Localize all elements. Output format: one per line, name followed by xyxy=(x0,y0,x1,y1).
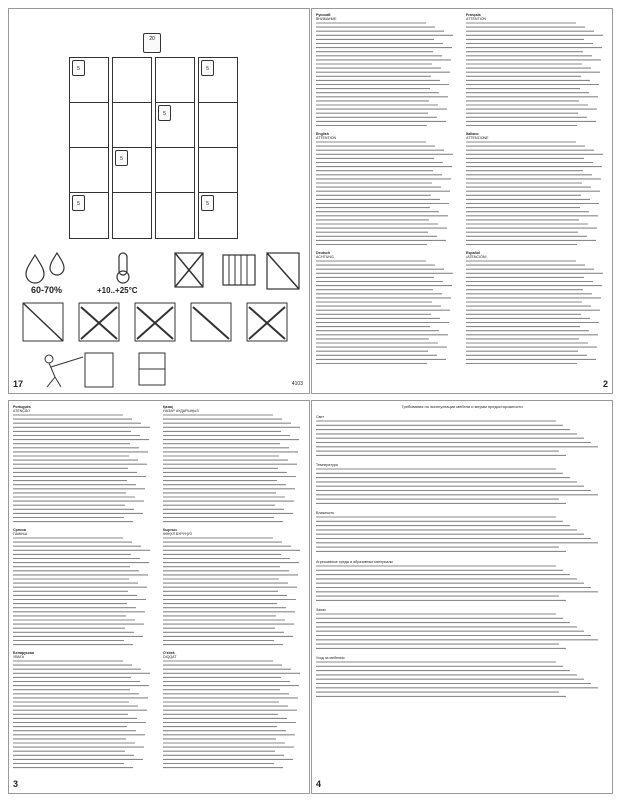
language-section xyxy=(163,651,303,771)
cell-weight-icon: 5 xyxy=(201,60,214,76)
care-section-title: Запах xyxy=(316,607,326,612)
language-section xyxy=(316,132,456,248)
shelf-cell xyxy=(112,192,152,239)
small-print-lines xyxy=(13,659,151,770)
care-section xyxy=(316,608,606,653)
temperature-icon xyxy=(93,249,159,295)
shelf-cell xyxy=(69,147,109,194)
humidity-icon xyxy=(17,249,81,295)
language-section xyxy=(163,405,303,525)
small-print-lines xyxy=(316,259,454,366)
humidity-label: 60-70% xyxy=(31,285,63,295)
language-name: Português xyxy=(13,405,31,409)
care-section xyxy=(316,511,606,556)
small-print-lines xyxy=(163,659,301,770)
instructions-column-right xyxy=(163,405,303,774)
instructions-column-right xyxy=(466,13,606,370)
small-print-lines xyxy=(466,259,604,366)
language-name: Pусский xyxy=(316,13,331,17)
small-print-lines xyxy=(316,419,604,459)
no-chemicals-icon xyxy=(23,303,63,341)
care-section xyxy=(316,415,606,460)
small-print-lines xyxy=(316,660,604,700)
shelf-cell xyxy=(198,147,238,194)
warning-title: ¡ATENCIÓN! xyxy=(466,254,487,259)
small-print-lines xyxy=(466,140,604,247)
warning-title: ПАЖЊА xyxy=(13,532,28,537)
language-section xyxy=(13,651,153,771)
page-4 xyxy=(311,400,613,794)
shelf-cell xyxy=(69,192,109,239)
language-section xyxy=(163,528,303,648)
shelf-unit-illustration xyxy=(69,36,241,239)
page-2 xyxy=(311,8,613,394)
page-3 xyxy=(8,400,310,794)
language-name: Српски xyxy=(13,527,26,532)
warning-title: УВАГА xyxy=(13,655,25,660)
care-section xyxy=(316,656,606,701)
warning-title: ATTENTION xyxy=(466,17,487,22)
warning-title: ATTENZIONE xyxy=(466,135,489,140)
page-17 xyxy=(8,8,310,394)
no-sunlight-icon xyxy=(169,249,209,293)
cell-weight-icon: 5 xyxy=(72,195,85,211)
small-print-lines xyxy=(316,612,604,652)
care-section-title: Свет xyxy=(316,415,324,419)
language-name: Español xyxy=(466,250,480,255)
shelf-cell xyxy=(155,102,195,149)
warning-title: DIQQAT xyxy=(163,655,177,660)
shelf-cell xyxy=(112,57,152,104)
small-print-lines xyxy=(13,536,151,647)
care-warning-icons xyxy=(19,301,299,345)
shelf-cell xyxy=(112,147,152,194)
warning-title: ATTENTION xyxy=(316,135,337,140)
cell-weight-icon: 5 xyxy=(158,105,171,121)
wall-fixing-warning-icon xyxy=(25,349,125,389)
care-section xyxy=(316,560,606,605)
care-requirements-text xyxy=(316,415,606,704)
shelf-cell xyxy=(155,57,195,104)
care-section-title: Температура xyxy=(316,463,338,468)
cell-weight-icon: 5 xyxy=(72,60,85,76)
care-section-title: Влажность xyxy=(316,511,335,516)
page-number: 3 xyxy=(13,779,19,789)
top-weight-value: 20 xyxy=(149,36,155,42)
shelf-cell xyxy=(155,192,195,239)
warning-title: НАЗАР АУДАРЫҢЫЗ xyxy=(163,409,199,414)
language-name: Italiano xyxy=(466,131,479,136)
no-moisture-icon xyxy=(263,249,303,293)
language-name: Беларуская xyxy=(13,650,34,655)
small-print-lines xyxy=(466,21,604,128)
language-section xyxy=(13,528,153,648)
page-number: 4 xyxy=(316,779,322,789)
warning-title: ATENÇÃO xyxy=(13,409,31,414)
shelf-cell xyxy=(198,57,238,104)
shelf-cell xyxy=(69,102,109,149)
small-print-lines xyxy=(163,536,301,647)
care-section-title: Агрессивные среды и абразивные материалы xyxy=(316,559,394,564)
top-weight-icon xyxy=(143,33,161,53)
small-print-lines xyxy=(316,21,454,128)
warning-title: ВНИМАНИЕ xyxy=(316,17,337,22)
language-name: Deutsch xyxy=(316,250,331,255)
small-print-lines xyxy=(316,564,604,604)
language-name: Кыргыз xyxy=(163,527,177,532)
no-heater-icon xyxy=(219,249,259,293)
warning-title: КӨҢҮЛ БУРУҢУЗ xyxy=(163,532,192,537)
shelf-cell xyxy=(69,57,109,104)
small-print-lines xyxy=(316,515,604,555)
language-name: O'zbek xyxy=(163,650,175,655)
language-section xyxy=(316,13,456,129)
language-section xyxy=(316,251,456,367)
temperature-label: +10..+25°C xyxy=(97,286,138,295)
small-print-lines xyxy=(163,413,301,524)
no-abrasives-icon xyxy=(79,303,119,341)
language-section xyxy=(13,405,153,525)
cell-weight-icon: 5 xyxy=(201,195,214,211)
language-section xyxy=(466,251,606,367)
no-sharp-objects-icon xyxy=(135,303,175,341)
care-section xyxy=(316,463,606,508)
cell-weight-icon: 5 xyxy=(115,150,128,166)
language-name: English xyxy=(316,131,329,136)
language-name: Français xyxy=(466,13,481,17)
no-wet-cloth-icon xyxy=(191,303,231,341)
small-print-lines xyxy=(316,140,454,247)
small-print-lines xyxy=(13,413,151,524)
no-climbing-icon xyxy=(247,303,287,341)
instructions-column-left xyxy=(316,13,456,370)
warning-title: ACHTUNG xyxy=(316,254,334,259)
shelf-cell xyxy=(198,102,238,149)
page-number: 2 xyxy=(602,379,608,389)
language-section xyxy=(466,132,606,248)
small-print-lines xyxy=(316,467,604,507)
language-name: Қазақ xyxy=(163,405,173,409)
instructions-column-left xyxy=(13,405,153,774)
shelf-cell xyxy=(198,192,238,239)
shelf-cell xyxy=(112,102,152,149)
wall-mount-icon xyxy=(133,349,173,389)
page-number: 17 xyxy=(13,379,24,389)
care-section-title: Уход за мебелью xyxy=(316,655,345,660)
document-code: 4103 xyxy=(291,381,303,387)
shelf-cell xyxy=(155,147,195,194)
care-heading: Требования по эксплуатации мебели и мерам предосторожности xyxy=(401,404,523,409)
language-section xyxy=(466,13,606,129)
